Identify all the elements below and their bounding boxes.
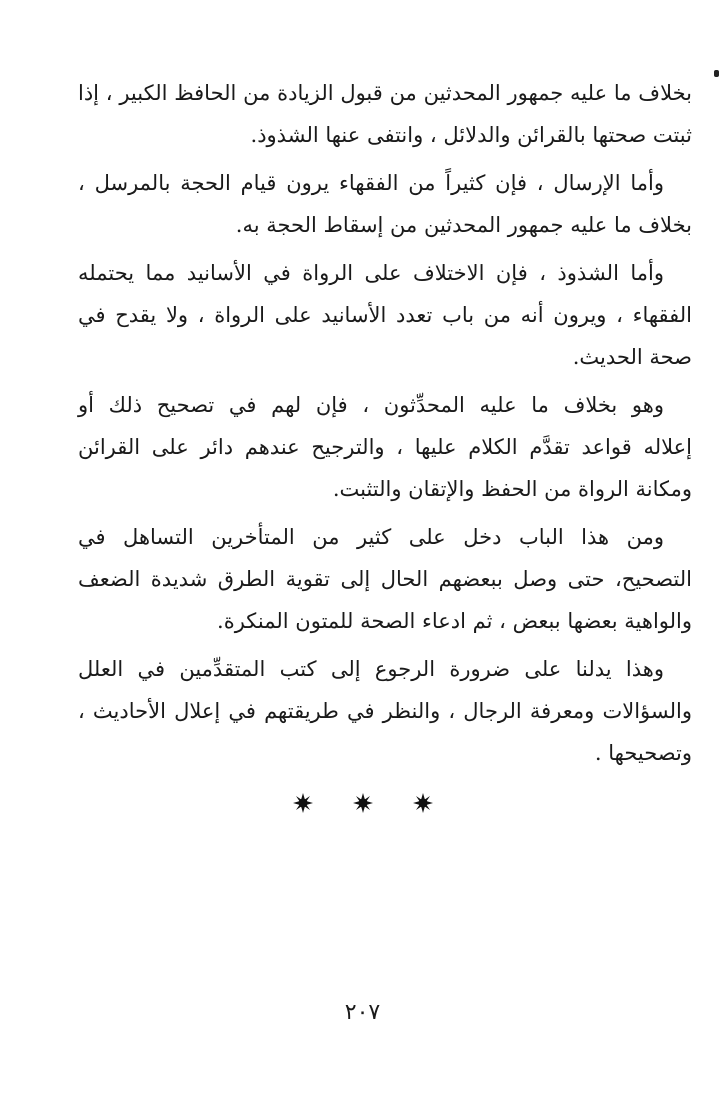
paragraph bbox=[78, 72, 692, 156]
section-ornaments bbox=[0, 788, 725, 818]
text-line: ثبتت صحتها بالقرائن والدلائل ، وانتفى عنها الشذوذ. bbox=[250, 123, 692, 147]
text-line: بخلاف ما عليه جمهور المحدثين من قبول الزيادة من الحافظ الكبير ، إذا bbox=[78, 81, 692, 105]
asterisk-ornament-icon bbox=[412, 792, 434, 814]
paragraph bbox=[78, 252, 692, 378]
asterisk-ornament-icon bbox=[352, 792, 374, 814]
text-line: بخلاف ما عليه جمهور المحدثين من إسقاط الحجة به. bbox=[235, 213, 692, 237]
text-line: التصحيح، حتى وصل ببعضهم الحال إلى تقوية الطرق شديدة الضعف bbox=[78, 567, 692, 591]
text-line: الفقهاء ، ويرون أنه من باب تعدد الأسانيد على الرواة ، ولا يقدح في bbox=[78, 303, 692, 327]
text-line: صحة الحديث. bbox=[572, 345, 692, 369]
text-line: والسؤالات ومعرفة الرجال ، والنظر في طريقتهم في إعلال الأحاديث ، bbox=[78, 699, 692, 723]
text-line: وهو بخلاف ما عليه المحدِّثون ، فإن لهم في تصحيح ذلك أو bbox=[78, 393, 664, 417]
page-number: ٢٠٧ bbox=[344, 1000, 381, 1025]
paragraph bbox=[78, 162, 692, 246]
asterisk-ornament-icon bbox=[292, 792, 314, 814]
text-line: وتصحيحها . bbox=[594, 741, 692, 765]
text-line: وهذا يدلنا على ضرورة الرجوع إلى كتب المتقدِّمين في العلل bbox=[78, 657, 664, 681]
text-line: إعلاله قواعد تقدَّم الكلام عليها ، والترجيح عندهم دائر على القرائن bbox=[78, 435, 692, 459]
text-line: ومن هذا الباب دخل على كثير من المتأخرين التساهل في bbox=[78, 525, 664, 549]
text-line: وأما الإرسال ، فإن كثيراً من الفقهاء يرون قيام الحجة بالمرسل ، bbox=[78, 171, 664, 195]
paragraph bbox=[78, 384, 692, 510]
paragraph bbox=[78, 516, 692, 642]
body-text bbox=[78, 72, 692, 774]
text-line: والواهية بعضها ببعض ، ثم ادعاء الصحة للمتون المنكرة. bbox=[217, 609, 692, 633]
text-line: وأما الشذوذ ، فإن الاختلاف على الرواة في الأسانيد مما يحتمله bbox=[78, 261, 664, 285]
paragraph bbox=[78, 648, 692, 774]
text-line: ومكانة الرواة من الحفظ والإتقان والتثبت. bbox=[332, 477, 692, 501]
margin-mark bbox=[714, 70, 719, 77]
